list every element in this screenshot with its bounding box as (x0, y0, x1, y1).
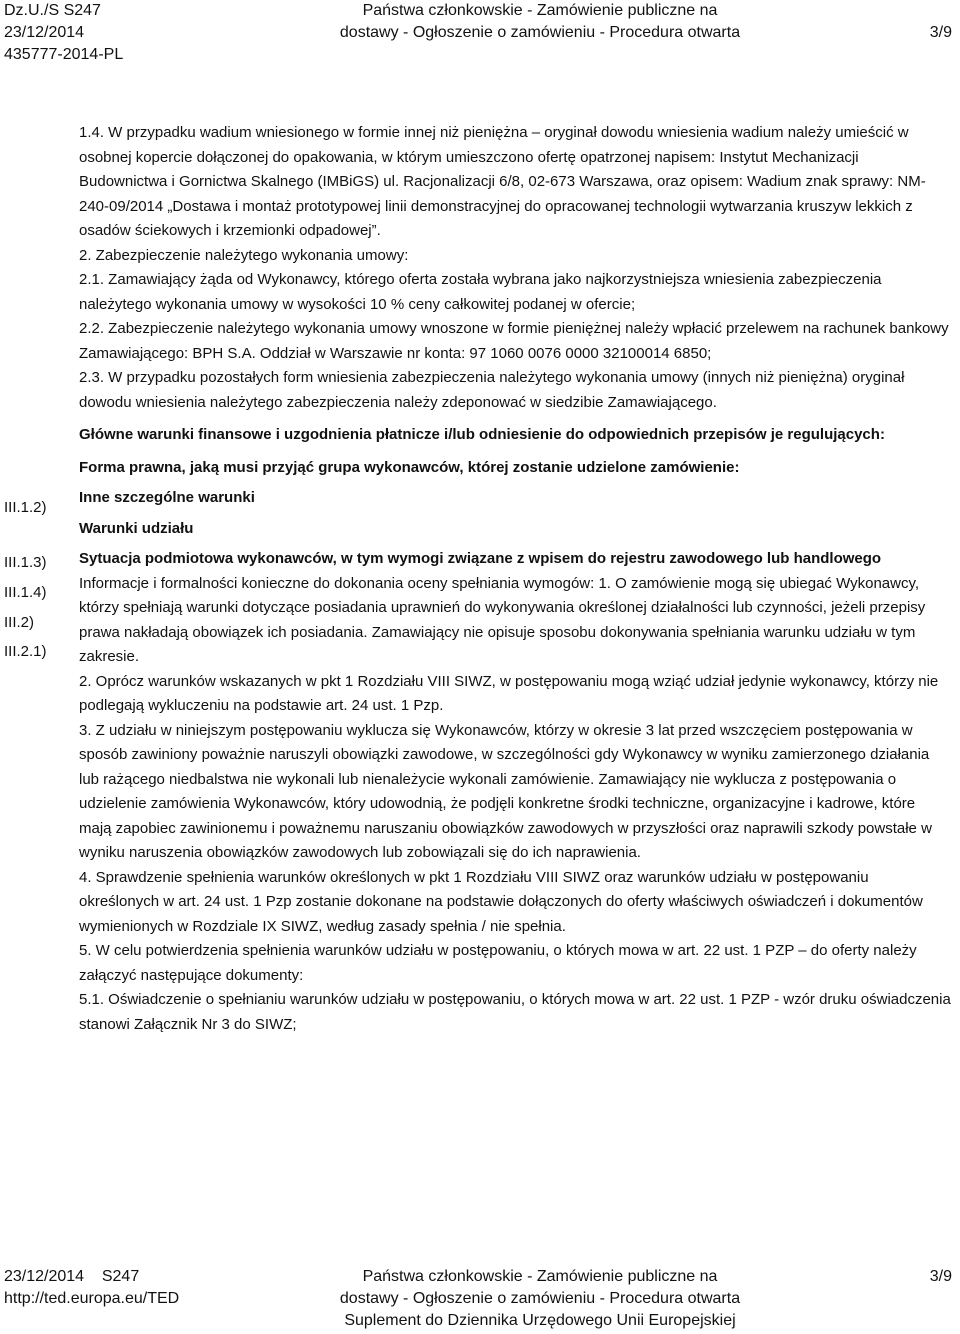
header-title-line-1: Państwa członkowskie - Zamówienie publiczne na (362, 2, 718, 19)
footer-url-link[interactable]: http://ted.europa.eu/TED (4, 1290, 180, 1307)
paragraph-zabezpieczenie: 2. Zabezpieczenie należytego wykonania umowy: (79, 246, 409, 264)
heading-other-conditions: Inne szczególne warunki (79, 489, 255, 506)
heading-legal-form: Forma prawna, jaką musi przyjąć grupa wykonawców, której zostanie udzielone zamówienie: (79, 458, 740, 476)
footer-title (290, 1266, 790, 1332)
journal-ref: Dz.U./S S247 (4, 2, 101, 19)
header-page-number: 3/9 (929, 24, 952, 41)
footer-title-line-2: dostawy - Ogłoszenie o zamówieniu - Procedura otwarta (339, 1290, 741, 1307)
heading-financial-conditions: Główne warunki finansowe i uzgodnienia płatnicze i/lub odniesienie do odpowiednich przepisów je regulujących: (79, 426, 885, 443)
footer-supplement: Suplement do Dziennika Urzędowego Unii Europejskiej (344, 1312, 736, 1329)
header-title-line-2: dostawy - Ogłoszenie o zamówieniu - Procedura otwarta (339, 24, 741, 41)
section-number-iii-1-3: III.1.3) (4, 554, 47, 571)
notice-number: 435777-2014-PL (4, 46, 124, 63)
paragraph-2-1: 2.1. Zamawiający żąda od Wykonawcy, którego oferta została wybrana jako najkorzystniejsza wniesienia zabezpieczenia należytego wykonania umowy w wysokości 10 % ceny całkowitej podanej w ofercie; (79, 271, 882, 313)
header-left (4, 0, 123, 66)
paragraph-requirements-5-1: 5.1. Oświadczenie o spełnianiu warunków udziału w postępowaniu, o których mowa w art. 22 ust. 1 PZP - wzór druku oświadczenia stanowi Załącznik Nr 3 do SIWZ; (79, 991, 951, 1033)
publication-date: 23/12/2014 (4, 24, 85, 41)
header-title (330, 0, 750, 44)
section-number-iii-1-4: III.1.4) (4, 584, 47, 601)
paragraph-requirements-2: 2. Oprócz warunków wskazanych w pkt 1 Rozdziału VIII SIWZ, w postępowaniu mogą wziąć udział jedynie wykonawcy, którzy nie podlegają wykluczeniu na podstawie art. 24 ust. 1 Pzp. (79, 672, 939, 714)
section-number-iii-1-2: III.1.2) (4, 499, 47, 516)
paragraph-requirements-4: 4. Sprawdzenie spełnienia warunków określonych w pkt 1 Rozdziału VIII SIWZ oraz warunków udziału w postępowaniu określonych w art. 24 ust. 1 Pzp zostanie dokonane na podstawie dołączonych do oferty właściwych oświadczeń i dokumentów wymienionych w Rozdziale IX SIWZ, według zasady spełnia / nie spełnia. (79, 868, 923, 935)
section-number-iii-2: III.2) (4, 614, 35, 631)
footer-page-number: 3/9 (929, 1268, 952, 1285)
paragraph-2-3: 2.3. W przypadku pozostałych form wniesienia zabezpieczenia należytego wykonania umowy (innych niż pieniężna) oryginał dowodu wniesienia należytego zabezpieczenia należy zdeponować w siedzibie Zamawiającego. (79, 369, 905, 411)
paragraph-requirements-1: Informacje i formalności konieczne do dokonania oceny spełniania wymogów: 1. O zamówienie mogą się ubiegać Wykonawcy, którzy spełniają warunki dotyczące posiadania uprawnień do wykonywania określonej działalności lub czynności, jeżeli przepisy prawa nakładają obowiązek ich posiadania. Zamawiający nie opisuje sposobu dokonywania spełniania warunku udziału w tym zakresie. (79, 574, 926, 665)
paragraph-2-2: 2.2. Zabezpieczenie należytego wykonania umowy wnoszone w formie pieniężnej należy wpłacić przelewem na rachunek bankowy Zamawiającego: BPH S.A. Oddział w Warszawie nr konta: 97 1060 0076 0000 32100014 6850; (79, 320, 949, 362)
paragraph-wadium: 1.4. W przypadku wadium wniesionego w formie innej niż pieniężna – oryginał dowodu wniesienia wadium należy umieścić w osobnej kopercie dołączonej do opakowania, w którym umieszczono ofertę opatrzonej napisem: Instytut Mechanizacji Budownictwa i Gornictwa Skalnego (IMBiGS) ul. Racjonalizacji 6/8, 02-673 Warszawa, oraz opisem: Wadium znak sprawy: NM-240-09/2014 „Dostawa i montaż prototypowej linii demonstracyjnej do opracowanej technologii wytwarzania kruszyw lekkich z osadów ściekowych i krzemionki odpadowej”. (79, 124, 926, 239)
heading-personal-situation: Sytuacja podmiotowa wykonawców, w tym wymogi związane z wpisem do rejestru zawodowego lub handlowego (79, 550, 882, 567)
section-number-iii-2-1: III.2.1) (4, 643, 47, 660)
paragraph-requirements-3: 3. Z udziału w niniejszym postępowaniu wyklucza się Wykonawców, którzy w okresie 3 lat przed wszczęciem postępowania w sposób zawiniony poważnie naruszyli obowiązki zawodowe, w szczególności gdy Wykonawcy w wyniku zamierzonego działania lub rażącego niedbalstwa nie wykonali lub nienależycie wykonali zamówienie. Zamawiający nie wyklucza z postępowania o udzielenie zamówienia Wykonawców, który udowodnią, że podjęli konkretne środki techniczne, organizacyjne i kadrowe, które mają zapobiec zawinionemu i poważnemu naruszaniu obowiązków zawodowych w przyszłości oraz naprawili szkody powstałe w wyniku naruszenia obowiązków zawodowych lub zobowiązali się do ich naprawienia. (79, 721, 932, 861)
heading-participation-conditions: Warunki udziału (79, 519, 194, 537)
footer-title-line-1: Państwa członkowskie - Zamówienie publiczne na (362, 1268, 718, 1285)
footer-date-issue: 23/12/2014 S247 (4, 1268, 140, 1285)
paragraph-requirements-5: 5. W celu potwierdzenia spełnienia warunków udziału w postępowaniu, o których mowa w art. 22 ust. 1 PZP – do oferty należy załączyć następujące dokumenty: (79, 942, 917, 984)
notice-body (79, 121, 951, 1037)
footer-left (4, 1266, 179, 1310)
